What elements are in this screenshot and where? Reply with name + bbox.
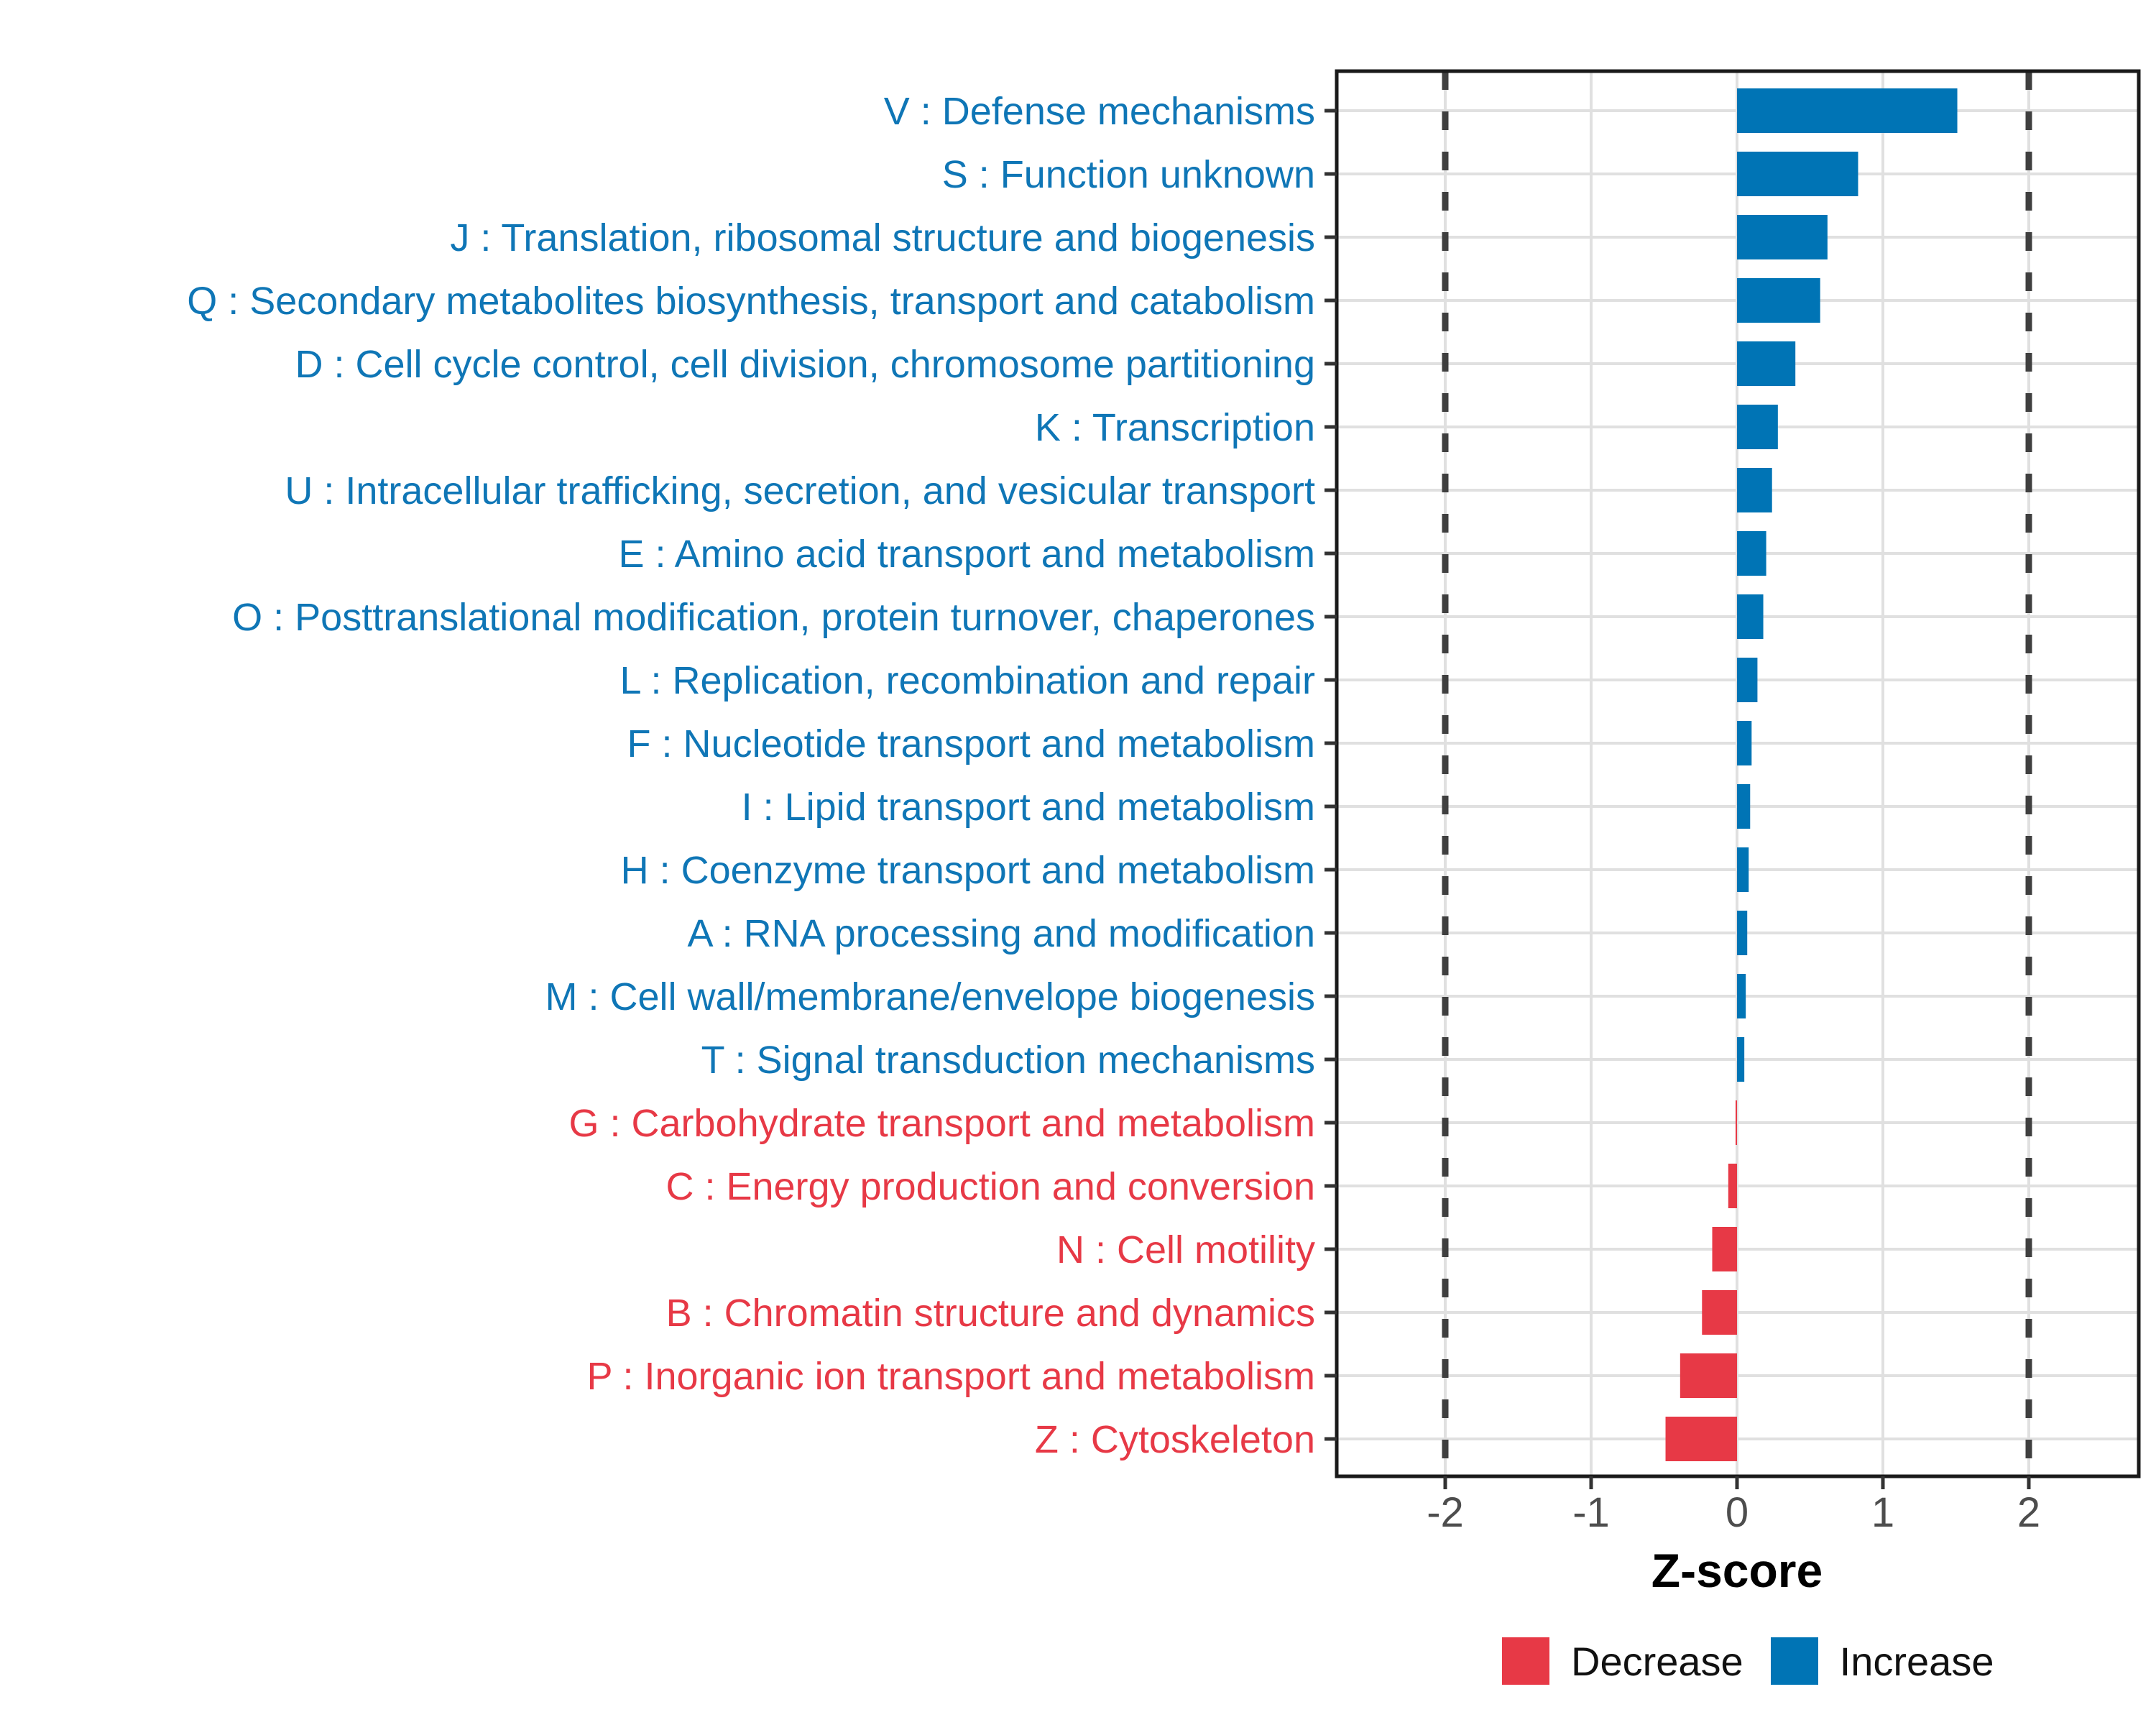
category-label-P: P : Inorganic ion transport and metabolism <box>586 1355 1315 1398</box>
bar-C <box>1728 1164 1737 1208</box>
x-tick-labels <box>1427 1489 2040 1536</box>
bar-O <box>1737 594 1764 639</box>
category-label-S: S : Function unknown <box>941 153 1315 196</box>
bar-Q <box>1737 278 1820 323</box>
category-label-E: E : Amino acid transport and metabolism <box>618 533 1315 576</box>
category-labels <box>187 90 1315 1461</box>
bar-J <box>1737 215 1828 259</box>
bar-L <box>1737 658 1757 702</box>
category-label-K: K : Transcription <box>1034 406 1315 449</box>
bar-N <box>1712 1227 1737 1271</box>
bar-H <box>1737 847 1749 892</box>
bar-M <box>1737 974 1746 1018</box>
category-label-J: J : Translation, ribosomal structure and biogenesis <box>450 216 1315 259</box>
x-tick-label-0: 0 <box>1725 1489 1749 1536</box>
bar-S <box>1737 152 1858 196</box>
decrease-swatch <box>1502 1637 1549 1685</box>
x-axis-title: Z-score <box>1651 1544 1823 1597</box>
bar-B <box>1702 1290 1737 1335</box>
legend <box>1502 1637 1994 1685</box>
category-label-Z: Z : Cytoskeleton <box>1034 1418 1315 1461</box>
bar-Z <box>1666 1417 1737 1461</box>
bar-I <box>1737 784 1750 829</box>
x-tick-label-1: 1 <box>1871 1489 1895 1536</box>
category-label-V: V : Defense mechanisms <box>883 90 1315 133</box>
category-label-I: I : Lipid transport and metabolism <box>741 786 1315 829</box>
bar-T <box>1737 1037 1744 1082</box>
category-label-F: F : Nucleotide transport and metabolism <box>627 722 1315 765</box>
category-label-Q: Q : Secondary metabolites biosynthesis, transport and catabolism <box>187 280 1315 323</box>
category-label-N: N : Cell motility <box>1056 1228 1315 1271</box>
category-label-M: M : Cell wall/membrane/envelope biogenesis <box>545 975 1315 1018</box>
bar-D <box>1737 341 1795 386</box>
axis-ticks <box>1325 111 2029 1489</box>
bar-A <box>1737 911 1747 955</box>
category-label-U: U : Intracellular trafficking, secretion, and vesicular transport <box>285 469 1315 512</box>
legend-item-decrease <box>1502 1637 1743 1685</box>
legend-item-increase <box>1771 1637 1994 1685</box>
bar-G <box>1736 1100 1737 1145</box>
bar-V <box>1737 88 1958 133</box>
x-tick-label--1: -1 <box>1572 1489 1610 1536</box>
category-label-O: O : Posttranslational modification, protein turnover, chaperones <box>232 596 1315 639</box>
bar-F <box>1737 721 1751 765</box>
increase-swatch <box>1771 1637 1818 1685</box>
category-label-G: G : Carbohydrate transport and metabolism <box>568 1102 1315 1145</box>
category-label-C: C : Energy production and conversion <box>665 1165 1315 1208</box>
x-tick-label-2: 2 <box>2017 1489 2041 1536</box>
bar-U <box>1737 468 1772 512</box>
category-label-L: L : Replication, recombination and repair <box>619 659 1315 702</box>
bar-K <box>1737 405 1778 449</box>
legend-label-increase: Increase <box>1839 1638 1994 1684</box>
category-label-T: T : Signal transduction mechanisms <box>701 1039 1315 1082</box>
x-tick-label--2: -2 <box>1427 1489 1464 1536</box>
bars-group <box>1666 88 1958 1461</box>
bar-E <box>1737 531 1766 576</box>
category-label-D: D : Cell cycle control, cell division, chromosome partitioning <box>295 343 1315 386</box>
legend-label-decrease: Decrease <box>1571 1638 1743 1684</box>
category-label-H: H : Coenzyme transport and metabolism <box>620 849 1315 892</box>
bar-P <box>1680 1353 1737 1398</box>
category-label-B: B : Chromatin structure and dynamics <box>665 1292 1315 1335</box>
category-label-A: A : RNA processing and modification <box>687 912 1315 955</box>
